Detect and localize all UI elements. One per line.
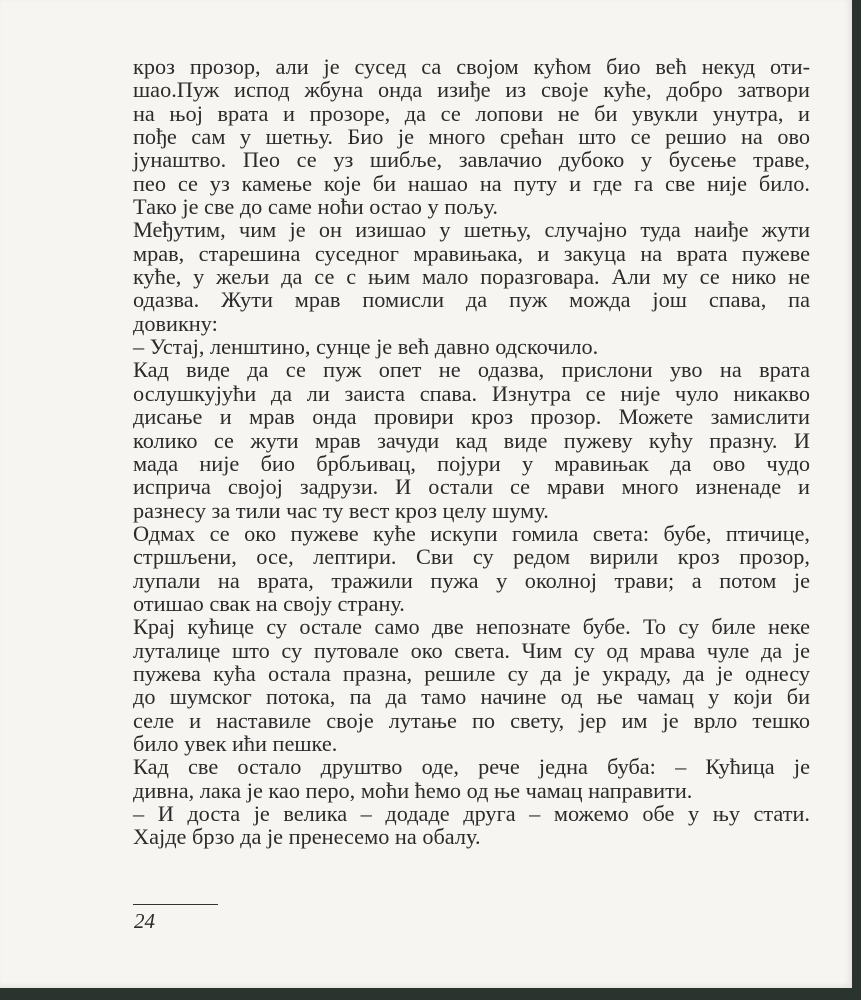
text-line: исприча својој задрузи. И остали се мрави много изненаде и: [133, 474, 810, 500]
text-line: мада није био брбљивац, појури у мравињак да ово чудо: [133, 450, 810, 476]
text-line: јунаштво. Пео се уз шибље, завлачио дубоко у бусење траве,: [133, 147, 810, 173]
text-line: мрав, старешина суседног мравињака, и закуца на врата пужеве: [133, 240, 810, 266]
text-line: отишао свак на своју страну.: [133, 590, 405, 616]
text-line: Кад виде да се пуж опет не одазва, прислони уво на врата: [133, 357, 810, 383]
text-line: Крај кућице су остале само две непознате бубе. То су биле неке: [133, 614, 810, 640]
text-line: Кад све остало друштво оде, рече једна буба: – Кућица је: [133, 754, 810, 780]
text-line: ослушкујући да ли заиста спава. Изнутра се није чуло никакво: [133, 380, 810, 406]
text-line: Хајде брзо да је пренесемо на обалу.: [133, 824, 481, 850]
text-line: кроз прозор, али је сусед са својом кућом био већ некуд оти-: [133, 54, 810, 79]
text-line: Међутим, чим је он изишао у шетњу, случајно туда наиђе жути: [133, 217, 810, 243]
text-line: куће, у жељи да се с њим мало поразговара. Али му се нико не: [133, 264, 810, 290]
text-line: било увек ићи пешке.: [133, 730, 338, 756]
text-line: довикну:: [133, 310, 218, 336]
text-line: пужева кућа остала празна, решиле су да је украду, да је однесу: [133, 660, 810, 686]
footnote-rule: [133, 904, 218, 905]
text-line: стршљени, осе, лептири. Сви су редом вирили кроз прозор,: [133, 544, 810, 570]
page-number: 24: [134, 909, 155, 933]
text-line: на њој врата и прозоре, да се лопови не би увукли унутра, и: [133, 100, 810, 126]
text-line: лупали на врата, тражили пужа у околној трави; а потом је: [133, 567, 810, 593]
text-line: луталице што су путовале око света. Чим су од мрава чуле да је: [133, 637, 810, 663]
text-line: одазва. Жути мрав помисли да пуж можда још спава, па: [133, 287, 810, 313]
text-line: Одмах се око пужеве куће искупи гомила света: бубе, птичице,: [133, 520, 810, 546]
text-line: разнесу за тили час ту вест кроз целу шуму.: [133, 497, 549, 523]
text-line: селе и наставиле своје лутање по свету, јер им је врло тешко: [133, 707, 810, 733]
body-text: [133, 55, 810, 849]
text-line: пође сам у шетњу. Био је много срећан што се решио на ово: [133, 124, 810, 150]
text-line: до шумског потока, па да тамо начине од ње чамац у који би: [133, 684, 810, 710]
text-line: колико се жути мрав зачуди кад виде пужеву кућу празну. И: [133, 427, 810, 453]
text-line: дисање и мрав онда провири кроз прозор. Можете замислити: [133, 404, 810, 430]
text-line: шао.Пуж испод жбуна онда изиђе из своје куће, добро затвори: [133, 77, 810, 103]
text-line: дивна, лака је као перо, моћи ћемо од ње чамац направити.: [133, 777, 693, 803]
text-line: – Устај, ленштино, сунце је већ давно одскочило.: [133, 334, 599, 360]
text-line: – И доста је велика – додаде друга – можемо обе у њу стати.: [133, 801, 810, 826]
text-line: пео се уз камење које би нашао на путу и где га све није било.: [133, 170, 810, 196]
text-line: Тако је све до саме ноћи остао у пољу.: [133, 194, 499, 220]
